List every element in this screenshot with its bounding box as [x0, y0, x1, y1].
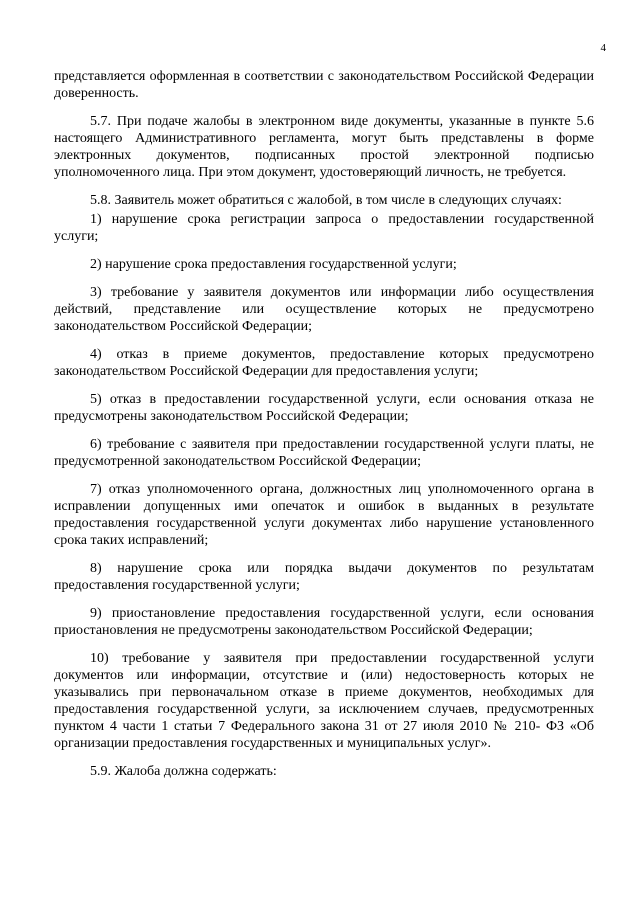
list-item: 7) отказ уполномоченного органа, должностных лиц уполномоченного органа в исправлении допущенных ими опечаток и ошибок в выданных в результате предоставления государственной услуги документах либо нарушение установленного срока таких исправлений; [54, 482, 594, 548]
list-item: 10) требование у заявителя при предоставлении государственной услуги документов или информации, отсутствие и (или) недостоверность которых не указывались при первоначальном отказе в приеме документов, необходимых для предоставления государственной услуги, за исключением случаев, предусмотренных пунктом 4 части 1 статьи 7 Федерального закона 31 от 27 июля 2010 № 210- ФЗ «Об организации предоставления государственных и муниципальных услуг». [54, 651, 594, 751]
list-item: 3) требование у заявителя документов или информации либо осуществления действий, представление или осуществление которых не предусмотрено законодательством Российской Федерации; [54, 285, 594, 334]
paragraph: 5.9. Жалоба должна содержать: [90, 764, 277, 779]
list-item: 4) отказ в приеме документов, предоставление которых предусмотрено законодательством Российской Федерации для предоставления услуги; [54, 347, 594, 379]
list-item: 5) отказ в предоставлении государственной услуги, если основания отказа не предусмотрены законодательством Российской Федерации; [54, 392, 594, 424]
paragraph: представляется оформленная в соответствии с законодательством Российской Федерации доверенность. [54, 69, 594, 101]
paragraph: 5.8. Заявитель может обратиться с жалобой, в том числе в следующих случаях: [90, 193, 562, 208]
list-item: 6) требование с заявителя при предоставлении государственной услуги платы, не предусмотренной законодательством Российской Федерации; [54, 437, 594, 469]
list-item: 1) нарушение срока регистрации запроса о предоставлении государственной услуги; [54, 212, 594, 244]
list-item: 2) нарушение срока предоставления государственной услуги; [90, 257, 457, 272]
paragraph: 5.7. При подаче жалобы в электронном виде документы, указанные в пункте 5.6 настоящего Административного регламента, могут быть представлены в форме электронных документов, подписанных простой электронной подписью уполномоченного лица. При этом документ, удостоверяющий личность, не требуется. [54, 114, 594, 180]
page-number: 4 [600, 42, 606, 54]
list-item: 9) приостановление предоставления государственной услуги, если основания приостановления не предусмотрены законодательством Российской Федерации; [54, 606, 594, 638]
list-item: 8) нарушение срока или порядка выдачи документов по результатам предоставления государственной услуги; [54, 561, 594, 593]
body-text [54, 68, 594, 791]
